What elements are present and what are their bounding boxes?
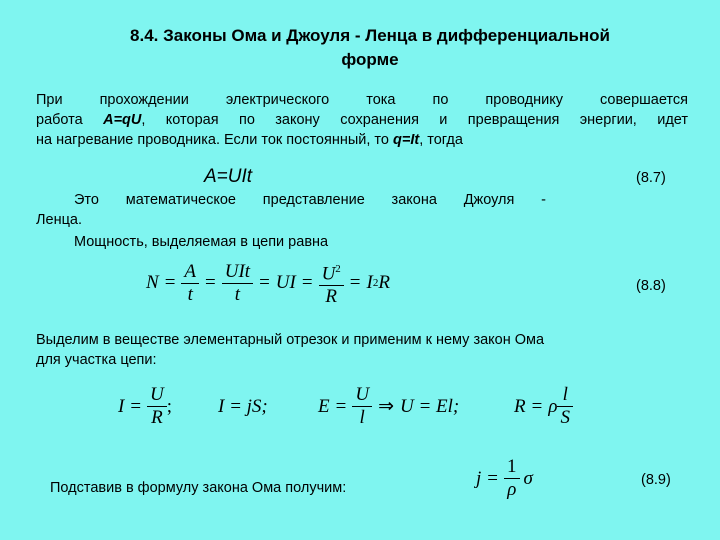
charge-formula: q=It	[393, 132, 420, 148]
equation-number-8-9: (8.9)	[641, 472, 671, 488]
differential-ohm-law: j = $\frac{1}{\rho}$ σ	[476, 456, 533, 500]
ohm-intro-paragraph	[36, 330, 544, 370]
intro-line-2: работа A=qU, которая по закону сохранения и превращения энергии, идет	[36, 112, 689, 128]
joule-lenz-formula: A=UIt	[204, 166, 253, 187]
intro-paragraph	[36, 90, 688, 150]
title-line-2: форме	[341, 50, 399, 69]
title-line-1: 8.4. Законы Ома и Джоуля - Ленца в дифференциальной	[130, 26, 610, 45]
work-formula: A=qU	[103, 112, 142, 128]
ohm-equation-2: I = jS;	[218, 396, 268, 417]
fraction-U2-over-R: $\frac{U^2}{R}$	[319, 258, 344, 308]
power-equation: N = $\frac{A}{t}$ = $\frac{\text{UIt}}{t}$ = UI = $\frac{U^2}{R}$ = I 2 R	[146, 258, 390, 308]
equation-number-8-8: (8.8)	[636, 278, 666, 294]
para2-line-2: Ленца.	[36, 212, 82, 228]
intro-line-1: При прохождении электрического тока по проводнику совершается	[36, 92, 688, 108]
intro-line-3: на нагревание проводника. Если ток постоянный, то q=It, тогда	[36, 132, 463, 148]
substitution-text: Подставив в формулу закона Ома получим:	[50, 480, 347, 496]
para2-line-1: Это математическое представление закона Джоуля -	[74, 192, 546, 208]
ohm-equation-4: R = ρ $\frac{l}{S}$	[514, 384, 573, 429]
fraction-A-over-t: $\frac{A}{t}$	[181, 261, 199, 306]
ohm-intro-line-1: Выделим в веществе элементарный отрезок и применим к нему закон Ома	[36, 332, 545, 348]
para2-line-3: Мощность, выделяемая в цепи равна	[74, 234, 329, 250]
ohm-equation-3: E = $\frac{U}{l}$ ⇒ U = El;	[318, 384, 460, 428]
ohm-intro-line-2: для участка цепи:	[36, 352, 157, 368]
ohm-equation-1: I = $\frac{U}{R}$ ;	[118, 384, 173, 428]
equation-number-8-7: (8.7)	[636, 170, 666, 186]
fraction-UIt-over-t: $\frac{\text{UIt}}{t}$	[222, 261, 253, 306]
slide-title	[60, 24, 680, 72]
